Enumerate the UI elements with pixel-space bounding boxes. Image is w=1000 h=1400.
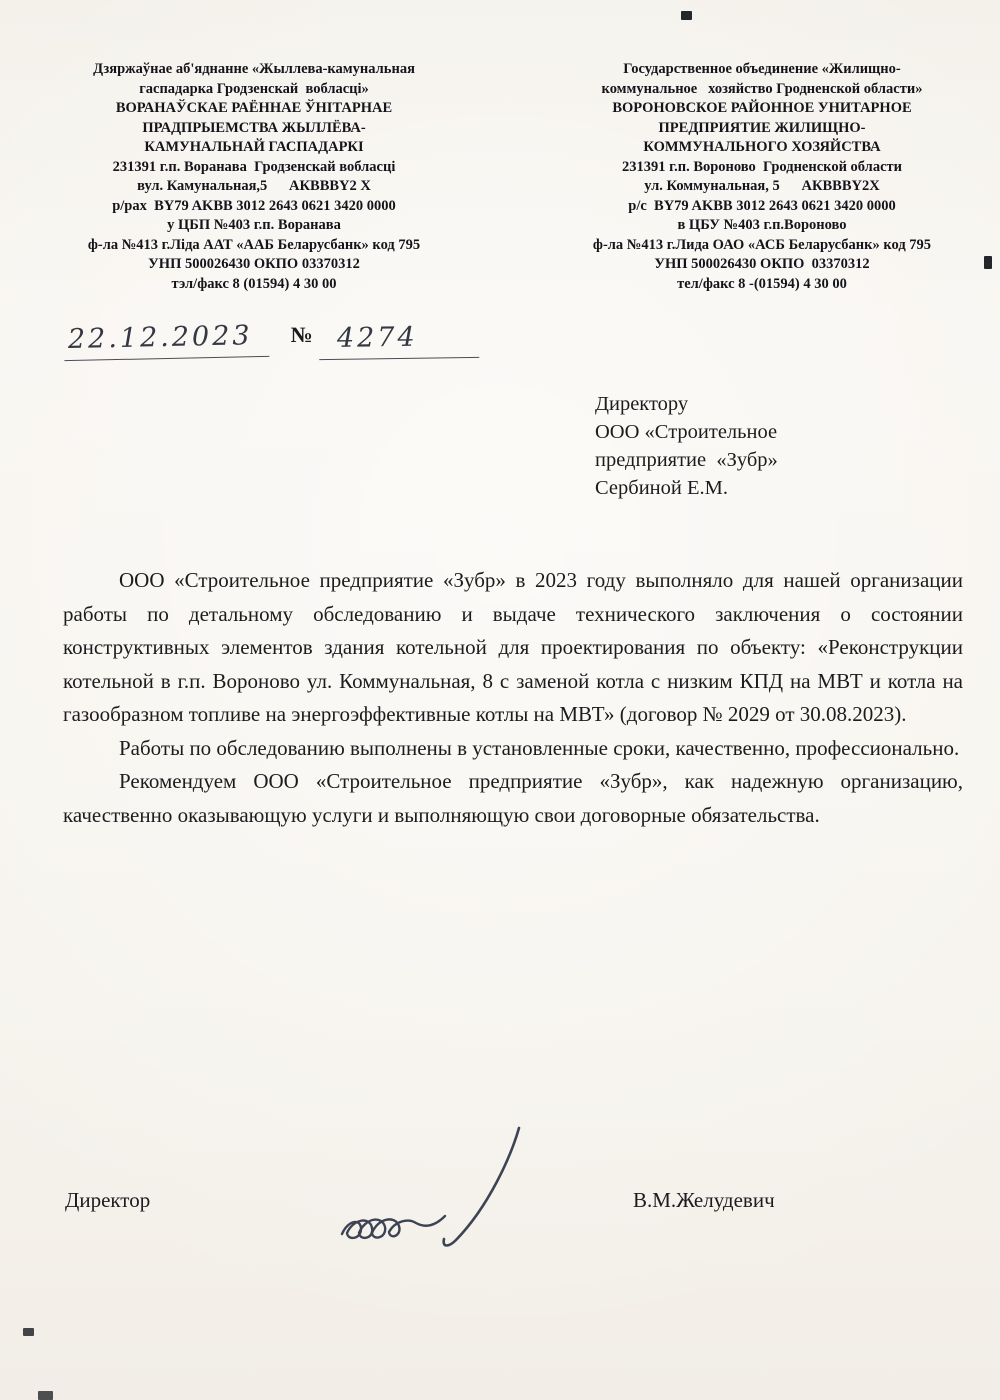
- header-line: тэл/факс 8 (01594) 4 30 00: [171, 275, 337, 292]
- date-number-line: [64, 322, 1000, 370]
- recipient-block: [595, 390, 925, 502]
- header-line: Дзяржаўнае аб'яднанне «Жыллева-камунальная: [93, 61, 415, 77]
- handwritten-signature: [328, 1122, 543, 1262]
- handwritten-date: [64, 320, 269, 361]
- header-line: ПРАДПРЫЕМСТВА ЖЫЛЛЁВА-: [142, 119, 366, 136]
- signature-role-label: Директор: [65, 1188, 151, 1212]
- header-line: ул. Коммунальная, 5 АКВВВY2Х: [644, 178, 880, 194]
- header-line: коммунальное хозяйство Гродненской области»: [601, 80, 923, 97]
- header-line: УНП 500026430 ОКПО 03370312: [654, 256, 870, 272]
- header-line: р/с BY79 AKBB 3012 2643 0621 3420 0000: [628, 197, 896, 214]
- recipient-line: Сербиной Е.М.: [595, 477, 728, 499]
- number-sign: №: [290, 322, 313, 347]
- scan-artifact: [984, 256, 992, 269]
- body-paragraph: ООО «Строительное предприятие «Зубр» в 2023 году выполняло для нашей организации работы по детальному обследованию и выдаче технического заключения о состоянии конструктивных элементов здания котельной для проектирования по объекту: «Реконструкции котельной в г.п. Вороново ул. Коммунальная, 8 с заменой котла с низким КПД на МВТ и котла на газообразном топливе на энергоэффективные котлы на МВТ» (договор № 2029 от 30.08.2023).: [63, 568, 963, 726]
- header-line: 231391 г.п. Вороново Гродненской области: [622, 158, 902, 175]
- handwritten-number: [318, 321, 479, 360]
- signature-name: В.М.Желудевич: [633, 1188, 775, 1212]
- header-line: ф-ла №413 г.Лида ОАО «АСБ Беларусбанк» код 795: [592, 236, 932, 253]
- letter-body: [63, 564, 963, 832]
- header-line: ф-ла №413 г.Ліда ААТ «ААБ Беларусбанк» код 795: [87, 236, 421, 253]
- header-line: в ЦБУ №403 г.п.Вороново: [677, 217, 847, 233]
- recipient-line: Директору: [595, 393, 689, 415]
- header-line: КОММУНАЛЬНОГО ХОЗЯЙСТВА: [643, 139, 881, 155]
- body-paragraph: Рекомендуем ООО «Строительное предприятие «Зубр», как надежную организацию, качественно оказывающую услуги и выполняющую свои договорные обязательства.: [63, 769, 963, 827]
- letterhead-belarusian: [58, 60, 450, 294]
- header-line: Государственное объединение «Жилищно-: [623, 61, 901, 77]
- scan-artifact: [38, 1391, 53, 1400]
- scan-artifact: [681, 11, 692, 20]
- header-line: 231391 г.п. Воранава Гродзенскай вобласці: [112, 158, 396, 175]
- header-line: ВОРОНОВСКОЕ РАЙОННОЕ УНИТАРНОЕ: [612, 100, 912, 116]
- header-line: КАМУНАЛЬНАЙ ГАСПАДАРКІ: [144, 139, 364, 155]
- header-line: ВОРАНАЎСКАЕ РАЁННАЕ ЎНІТАРНАЕ: [115, 100, 393, 116]
- header-line: у ЦБП №403 г.п. Воранава: [167, 217, 341, 233]
- letterhead: [0, 0, 1000, 294]
- scan-artifact: [23, 1328, 34, 1336]
- recipient-line: ООО «Строительное: [595, 421, 778, 443]
- header-line: вул. Камунальная,5 АКВВВY2 Х: [137, 178, 371, 194]
- header-line: гаспадарка Гродзенскай вобласці»: [139, 80, 369, 97]
- handwritten-number-text: 4274: [336, 321, 418, 354]
- header-line: УНП 500026430 ОКПО 03370312: [148, 256, 360, 272]
- header-line: ПРЕДПРИЯТИЕ ЖИЛИЩНО-: [658, 119, 866, 136]
- letterhead-russian: [562, 60, 962, 294]
- recipient-line: предприятие «Зубр»: [595, 449, 778, 471]
- body-paragraph: Работы по обследованию выполнены в установленные сроки, качественно, профессионально.: [119, 735, 960, 760]
- handwritten-date-text: 22.12.2023: [67, 320, 253, 356]
- header-line: р/рах BY79 AKBB 3012 2643 0621 3420 0000: [112, 197, 396, 214]
- header-line: тел/факс 8 -(01594) 4 30 00: [677, 275, 847, 292]
